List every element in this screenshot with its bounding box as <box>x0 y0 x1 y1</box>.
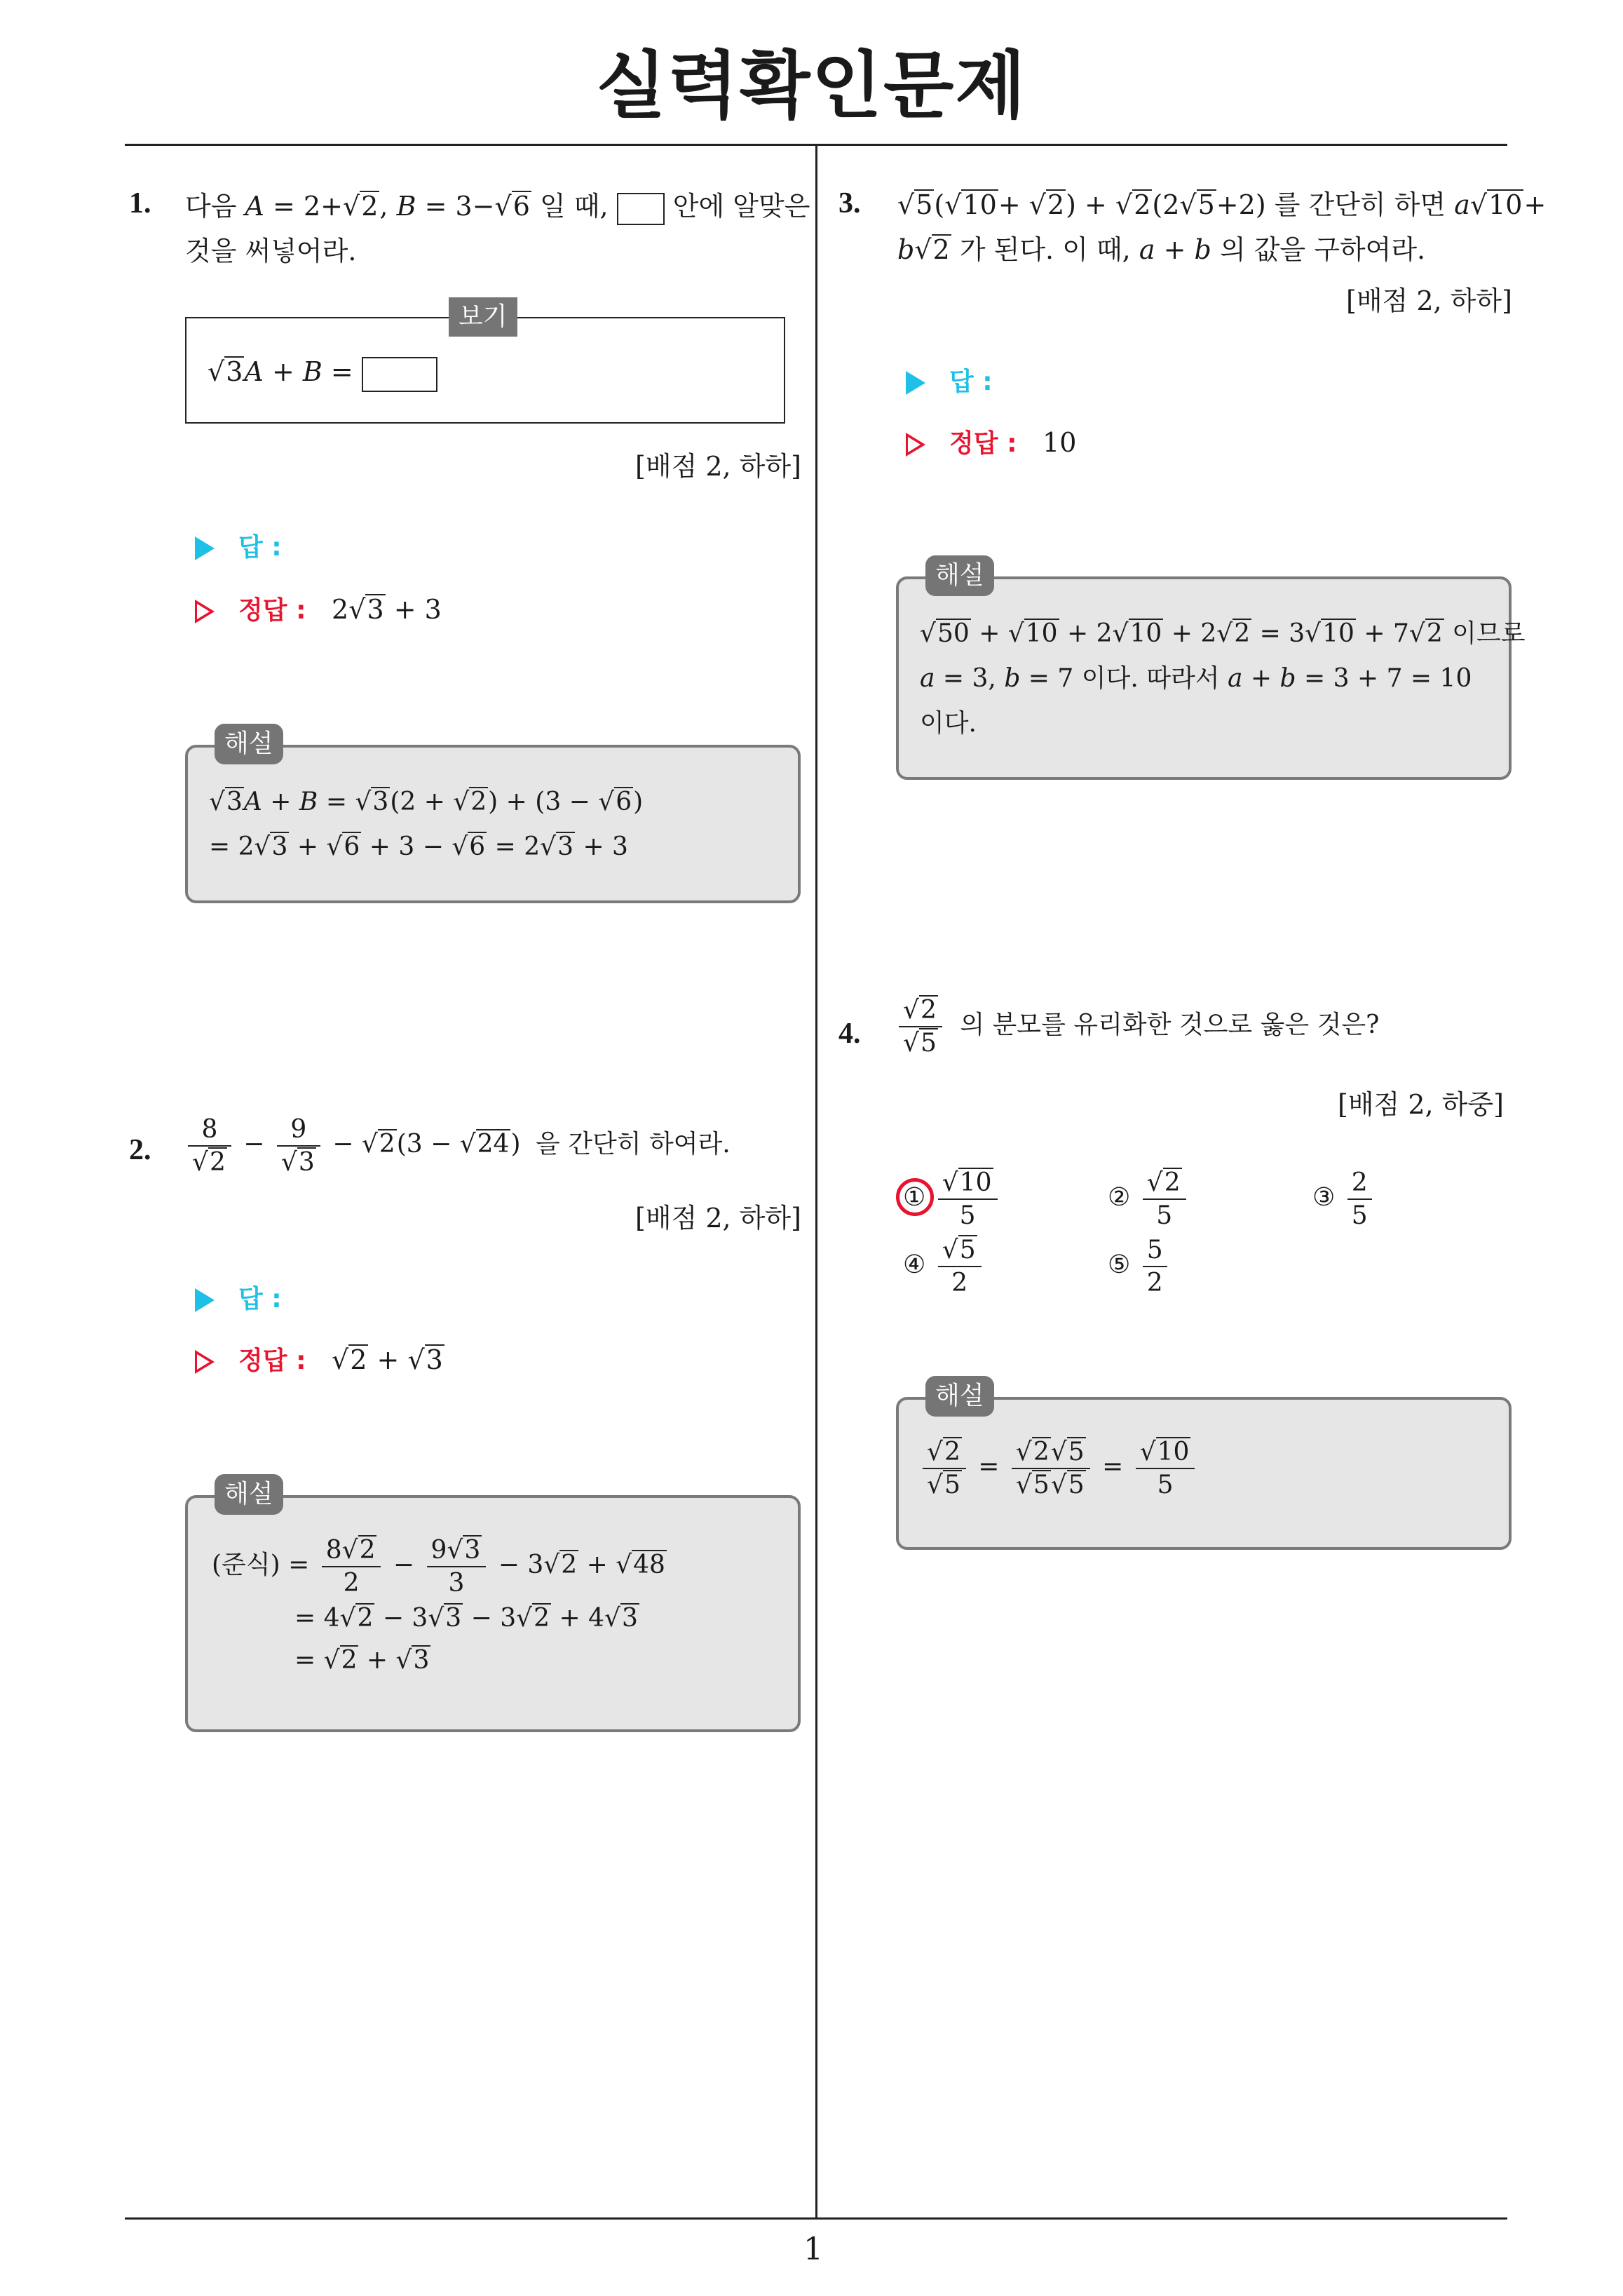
radical-sign: √ <box>348 594 366 625</box>
solution-tag: 해설 <box>925 555 994 596</box>
outline-triangle-icon <box>906 433 925 457</box>
radical-sign: √ <box>1050 1438 1067 1466</box>
q2-answer-row <box>195 1279 282 1315</box>
radical-sign: √ <box>428 1604 444 1633</box>
radical-sign: √ <box>341 1536 358 1565</box>
radical-sign: √ <box>903 996 919 1025</box>
choice-marker: ③ <box>1312 1183 1336 1212</box>
q2-answer-label: 답 : <box>238 1285 282 1314</box>
radical-sign: √ <box>453 788 470 816</box>
q2-text: 을 간단히 하여라. <box>535 1130 731 1159</box>
column-divider <box>815 144 817 2218</box>
q1-text-b: 일 때, <box>540 191 609 222</box>
radical-sign: √ <box>914 234 932 265</box>
radical-sign: √ <box>280 1148 297 1177</box>
q2-correct-row <box>195 1341 444 1377</box>
q2-correct-value: √2 + √3 <box>332 1344 443 1375</box>
radical-sign: √ <box>494 191 512 222</box>
q3-sol-text-c: 이다. <box>920 709 977 738</box>
q3-prompt: √5(√10+ √2) + √2(2√5+2) 를 간단히 하면 a√10+ <box>897 189 1547 220</box>
q1-example-blank <box>362 357 437 392</box>
q1-correct-value: 2√3 + 3 <box>332 594 442 625</box>
radical-sign: √ <box>447 1536 463 1565</box>
q4-score: [배점 2, 하중] <box>1338 1089 1504 1120</box>
q3-score: [배점 2, 하하] <box>1346 285 1512 316</box>
q4-choice-3[interactable]: ③ $\frac{2}{5}$ <box>1312 1167 1376 1231</box>
radical-sign: √ <box>1305 619 1322 648</box>
radical-sign: √ <box>942 1236 958 1264</box>
choice-marker: ① <box>903 1183 926 1212</box>
radical-sign: √ <box>407 1344 425 1375</box>
radical-sign: √ <box>459 1130 476 1159</box>
solution-tag: 해설 <box>215 1474 283 1515</box>
radical-sign: √ <box>920 619 936 648</box>
page-number: 1 <box>803 2231 823 2267</box>
radical-sign: √ <box>540 832 557 861</box>
radical-sign: √ <box>209 788 225 816</box>
q2-sol-prefix: (준식) <box>212 1551 280 1579</box>
q2-solution-text: (준식) = $\frac{8√2}{2}$ − $\frac{9√3}{3}$ − 3√2 + √48 = 4√2 − 3√3 − 3√2 + 4√3 = √2 + √3 <box>212 1536 665 1675</box>
radical-sign: √ <box>942 1168 958 1197</box>
radical-sign: √ <box>616 1551 632 1579</box>
q4-number: 4. <box>838 1018 861 1050</box>
radical-sign: √ <box>1112 619 1129 648</box>
radical-sign: √ <box>1139 1438 1156 1466</box>
radical-sign: √ <box>516 1604 533 1633</box>
radical-sign: √ <box>254 832 271 861</box>
radical-sign: √ <box>332 1344 349 1375</box>
outline-triangle-icon <box>195 1350 215 1374</box>
q1-number: 1. <box>129 187 151 220</box>
radical-sign: √ <box>1015 1438 1032 1466</box>
radical-sign: √ <box>323 1646 340 1675</box>
q4-solution-text: $\frac{√2}{√5}$ = $\frac{√2√5}{√5√5}$ = $\frac{√10}{5}$ <box>918 1436 1199 1501</box>
q3-correct-value: 10 <box>1043 427 1077 458</box>
radical-sign: √ <box>395 1646 412 1675</box>
q3-prompt-line2: b√2 가 된다. 이 때, a + b 의 값을 구하여라. <box>897 234 1426 265</box>
q1-text-a: 다음 <box>185 191 237 222</box>
radical-sign: √ <box>1216 619 1233 648</box>
q1-correct-row <box>195 590 442 626</box>
q3-correct-label: 정답 : <box>949 429 1017 458</box>
radical-sign: √ <box>897 189 915 220</box>
choice-marker: ② <box>1108 1183 1131 1212</box>
q2-number: 2. <box>129 1134 151 1166</box>
q3-text-a: 를 간단히 하면 <box>1274 189 1446 220</box>
q1-answer-label: 답 : <box>238 533 282 562</box>
radical-sign: √ <box>355 788 372 816</box>
radical-sign: √ <box>927 1471 943 1499</box>
q3-sol-text-b: 이다. 따라서 <box>1081 664 1220 693</box>
choice-marker: ⑤ <box>1108 1250 1131 1279</box>
radical-sign: √ <box>1179 189 1197 220</box>
radical-sign: √ <box>1015 1471 1032 1499</box>
radical-sign: √ <box>1469 189 1488 220</box>
q4-choice-4[interactable]: ④ $\frac{√5}{2}$ <box>903 1234 986 1299</box>
radical-sign: √ <box>1050 1471 1067 1499</box>
q1-solution-text: √3A + B = √3(2 + √2) + (3 − √6) = 2√3 + √6 + 3 − √6 = 2√3 + 3 <box>209 788 644 861</box>
radical-sign: √ <box>342 191 360 222</box>
q2-correct-label: 정답 : <box>238 1346 306 1375</box>
radical-sign: √ <box>326 832 343 861</box>
q2-prompt: $\frac{8}{√2}$ − $\frac{9}{√3}$ − √2(3 − √24) 을 간단히 하여라. <box>184 1114 731 1178</box>
filled-triangle-icon <box>906 371 925 395</box>
q4-text: 의 분모를 유리화한 것으로 옳은 것은? <box>960 1011 1380 1039</box>
solution-tag: 해설 <box>215 724 283 764</box>
radical-sign: √ <box>361 1130 378 1159</box>
example-tag: 보기 <box>449 297 517 337</box>
radical-sign: √ <box>1146 1168 1163 1197</box>
q3-answer-label: 답 : <box>949 367 993 396</box>
radical-sign: √ <box>927 1438 943 1466</box>
page-title: 실력확인문제 <box>596 43 1027 128</box>
radical-sign: √ <box>339 1604 356 1633</box>
q1-blank-box <box>617 193 665 225</box>
q3-correct-row <box>906 424 1076 459</box>
q3-text-b: 가 된다. 이 때, <box>959 234 1131 265</box>
filled-triangle-icon <box>195 536 215 560</box>
q1-correct-label: 정답 : <box>238 596 306 625</box>
q2-score: [배점 2, 하하] <box>635 1203 801 1234</box>
radical-sign: √ <box>543 1551 560 1579</box>
radical-sign: √ <box>1007 619 1024 648</box>
radical-sign: √ <box>451 832 468 861</box>
radical-sign: √ <box>208 356 225 387</box>
q1-example-expression: √3A + B = <box>208 349 437 394</box>
q3-number: 3. <box>838 187 861 220</box>
q1-text-c: 안에 알맞은 <box>672 191 810 222</box>
q4-choice-1[interactable]: ① $\frac{√10}{5}$ <box>903 1167 1002 1231</box>
radical-sign: √ <box>1028 189 1046 220</box>
q1-score: [배점 2, 하하] <box>635 451 801 482</box>
radical-sign: √ <box>1408 619 1425 648</box>
q3-answer-row <box>906 362 993 398</box>
radical-sign: √ <box>604 1604 620 1633</box>
radical-sign: √ <box>598 788 615 816</box>
outline-triangle-icon <box>195 600 215 623</box>
radical-sign: √ <box>903 1029 919 1058</box>
q3-sol-text-a: 이므로 <box>1452 619 1526 648</box>
q4-prompt: $\frac{√2}{√5}$ 의 분모를 유리화한 것으로 옳은 것은? <box>895 994 1379 1059</box>
bottom-rule <box>125 2217 1507 2220</box>
q1-prompt: 다음 A = 2+√2, B = 3−√6 일 때, 안에 알맞은 <box>185 184 813 229</box>
radical-sign: √ <box>192 1148 208 1177</box>
q4-choice-5[interactable]: ⑤ $\frac{5}{2}$ <box>1108 1234 1172 1299</box>
q1-answer-row <box>195 527 282 563</box>
q3-solution-text: √50 + √10 + 2√10 + 2√2 = 3√10 + 7√2 이므로 a = 3, b = 7 이다. 따라서 a + b = 3 + 7 = 10 이다. <box>920 612 1526 746</box>
solution-tag: 해설 <box>925 1376 994 1417</box>
radical-sign: √ <box>944 189 962 220</box>
q4-choice-2[interactable]: ② $\frac{√2}{5}$ <box>1108 1167 1190 1231</box>
q3-text-c: 의 값을 구하여라. <box>1219 234 1426 265</box>
radical-sign: √ <box>1115 189 1133 220</box>
choice-marker: ④ <box>903 1250 926 1279</box>
filled-triangle-icon <box>195 1288 215 1312</box>
q1-prompt-line2: 것을 써넣어라. <box>185 236 357 266</box>
